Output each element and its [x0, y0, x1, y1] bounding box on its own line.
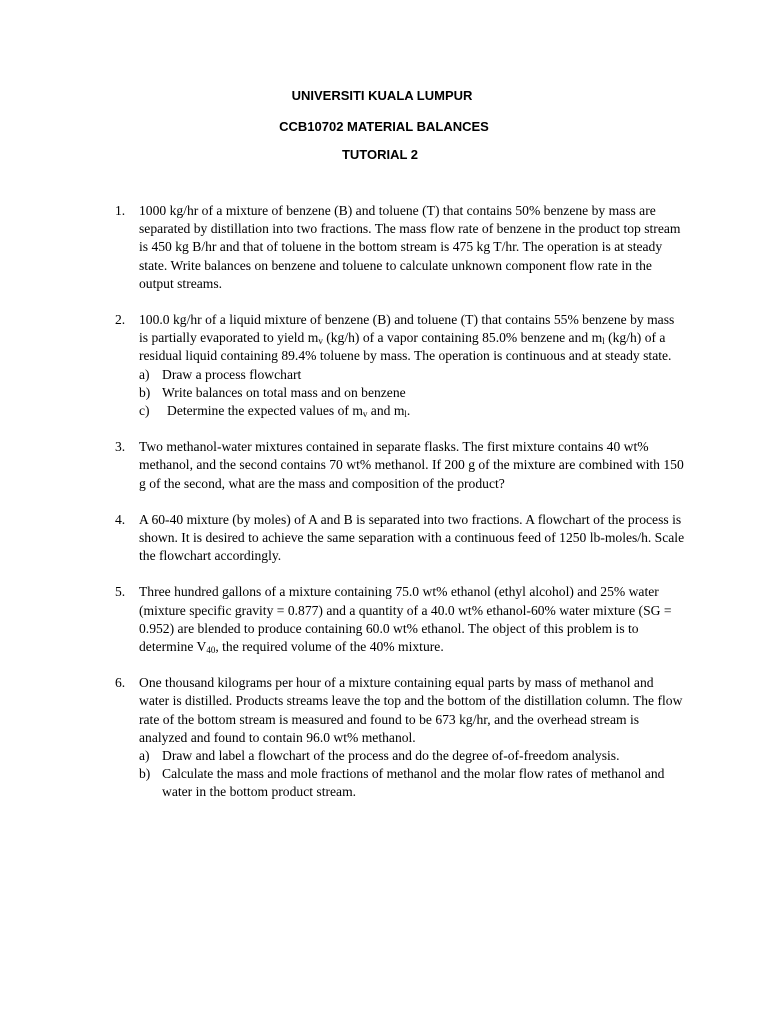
- question-3: [115, 438, 685, 493]
- question-4: [115, 511, 685, 566]
- subquestion-letter: b): [139, 384, 151, 400]
- question-text: A 60-40 mixture (by moles) of A and B is separated into two fractions. A flowchart of the process is shown. It is desired to achieve the same separation with a continuous feed of 1250 lb-moles/h. Scale the flowchart accordingly.: [139, 511, 685, 564]
- subquestion-text: Write balances on total mass and on benzene: [162, 384, 406, 400]
- subquestion-c: [139, 402, 685, 420]
- question-number: 1.: [115, 203, 126, 218]
- subquestion-a: [139, 366, 685, 384]
- subscript-40: 40: [206, 645, 216, 656]
- subscript-v: v: [318, 336, 323, 347]
- question-number: 3.: [115, 439, 126, 455]
- question-1: [115, 202, 685, 293]
- subquestion-text: Determine the expected values of $m_v$ and $m_l$.: [167, 403, 411, 420]
- university-title: UNIVERSITI KUALA LUMPUR: [291, 88, 473, 103]
- subscript-l: l: [602, 336, 605, 347]
- subquestion-b: [139, 765, 685, 801]
- tutorial-title: TUTORIAL 2: [341, 147, 419, 162]
- subquestion-b: [139, 384, 685, 402]
- subquestion-text: Draw and label a flowchart of the process and do the degree of-of-freedom analysis.: [162, 748, 620, 764]
- subquestion-letter: c): [139, 403, 150, 419]
- question-2: [115, 311, 685, 420]
- question-5: [115, 583, 685, 656]
- question-6: [115, 674, 685, 801]
- subquestion-letter: a): [139, 366, 150, 382]
- subquestion-letter: b): [139, 766, 151, 782]
- course-title: CCB10702 MATERIAL BALANCES: [279, 119, 489, 134]
- question-number: 4.: [115, 511, 126, 527]
- question-number: 5.: [115, 584, 126, 600]
- question-text: 100.0 kg/hr of a liquid mixture of benzene (B) and toluene (T) that contains 55% benzene by mass is partially evaporated to yield $m_v$ (kg/h) of a vapor containing 85.0% benzene and $m_l$ (kg/h) of a residual liquid containing 89.4% toluene by mass. The operation is continuous and at steady state.: [139, 312, 675, 364]
- question-number: 6.: [115, 675, 126, 691]
- subquestion-letter: a): [139, 748, 150, 764]
- question-text: 1000 kg/hr of a mixture of benzene (B) and toluene (T) that contains 50% benzene by mass are separated by distillation into two fractions. The mass flow rate of benzene in the product top stream is 450 kg B/hr and that of toluene in the bottom stream is 475 kg T/hr. The operation is at steady state. Write balances on benzene and toluene to calculate unknown component flow rate in the output streams.: [139, 203, 681, 291]
- subquestion-a: [139, 747, 685, 765]
- subquestion-text: Calculate the mass and mole fractions of methanol and the molar flow rates of methanol and water in the bottom product stream.: [162, 766, 665, 800]
- question-number: 2.: [115, 312, 126, 328]
- question-list: [115, 202, 685, 820]
- question-text: Three hundred gallons of a mixture containing 75.0 wt% ethanol (ethyl alcohol) and 25% water (mixture specific gravity = 0.877) and a quantity of a 40.0 wt% ethanol-60% water mixture (SG = 0.952) are blended to produce containing 60.0 wt% ethanol. The object of this problem is to determine $V_{40}$, the required volume of the 40% mixture.: [139, 584, 672, 656]
- question-text: One thousand kilograms per hour of a mixture containing equal parts by mass of methanol and water is distilled. Products streams leave the top and the bottom of the distillation column. The flow rate of the bottom stream is measured and found to be 673 kg/hr, and the overhead stream is analyzed and found to contain 96.0 wt% methanol.: [139, 675, 683, 745]
- question-text: Two methanol-water mixtures contained in separate flasks. The first mixture contains 40 wt% methanol, and the second contains 70 wt% methanol. If 200 g of the mixture are combined with 150 g of the second, what are the mass and composition of the product?: [139, 439, 684, 491]
- subquestion-text: Draw a process flowchart: [162, 366, 302, 382]
